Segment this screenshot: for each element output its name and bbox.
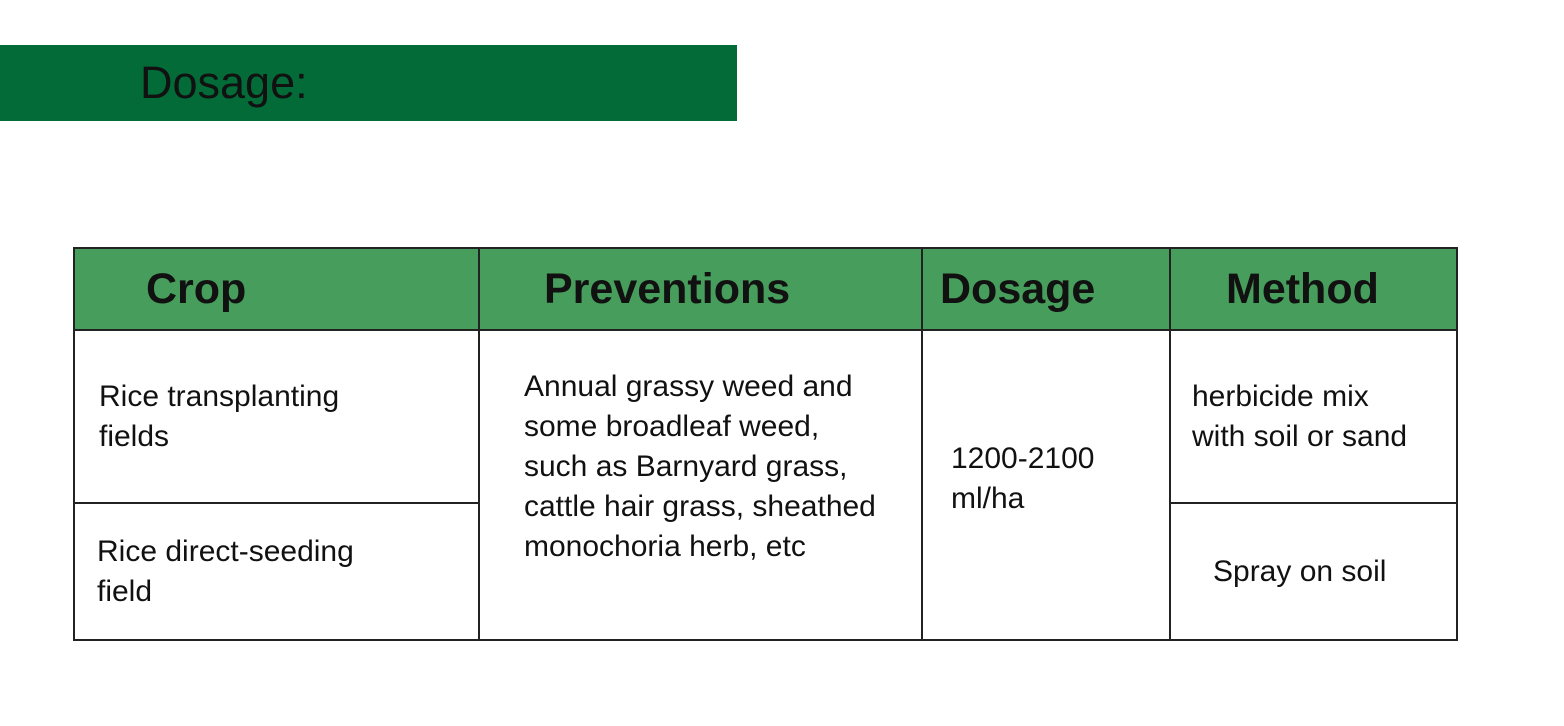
- title-banner: [0, 45, 737, 121]
- header-method: Method: [1170, 248, 1457, 330]
- method-line: Spray on soil: [1213, 554, 1387, 588]
- dosage-cell: [922, 330, 1170, 640]
- preventions-line: monochoria herb, etc: [524, 530, 806, 563]
- method-line: with soil or sand: [1192, 419, 1408, 453]
- method-cell-mix: [1170, 330, 1457, 503]
- crop-line: Rice direct-seeding: [97, 534, 354, 568]
- dosage-table: [73, 247, 1458, 641]
- method-line: herbicide mix: [1192, 379, 1369, 413]
- method-cell-spray: [1170, 503, 1457, 640]
- preventions-line: some broadleaf weed,: [524, 410, 820, 443]
- header-preventions: Preventions: [479, 248, 922, 330]
- crop-line: fields: [99, 419, 170, 453]
- crop-line: field: [97, 574, 153, 608]
- header-dosage: Dosage: [922, 248, 1170, 330]
- header-crop: Crop: [74, 248, 479, 330]
- dosage-line: 1200-2100: [951, 442, 1095, 475]
- preventions-line: Annual grassy weed and: [524, 370, 853, 403]
- preventions-cell: [479, 330, 922, 640]
- dosage-line: ml/ha: [951, 482, 1025, 515]
- preventions-line: such as Barnyard grass,: [524, 450, 848, 483]
- crop-cell-direct-seeding: [74, 503, 479, 640]
- table-row: [74, 330, 1457, 503]
- crop-cell-transplanting: [74, 330, 479, 503]
- crop-line: Rice transplanting: [99, 379, 340, 413]
- page-title: Dosage:: [140, 57, 308, 108]
- preventions-line: cattle hair grass, sheathed: [524, 490, 876, 523]
- header-row: [74, 248, 1457, 330]
